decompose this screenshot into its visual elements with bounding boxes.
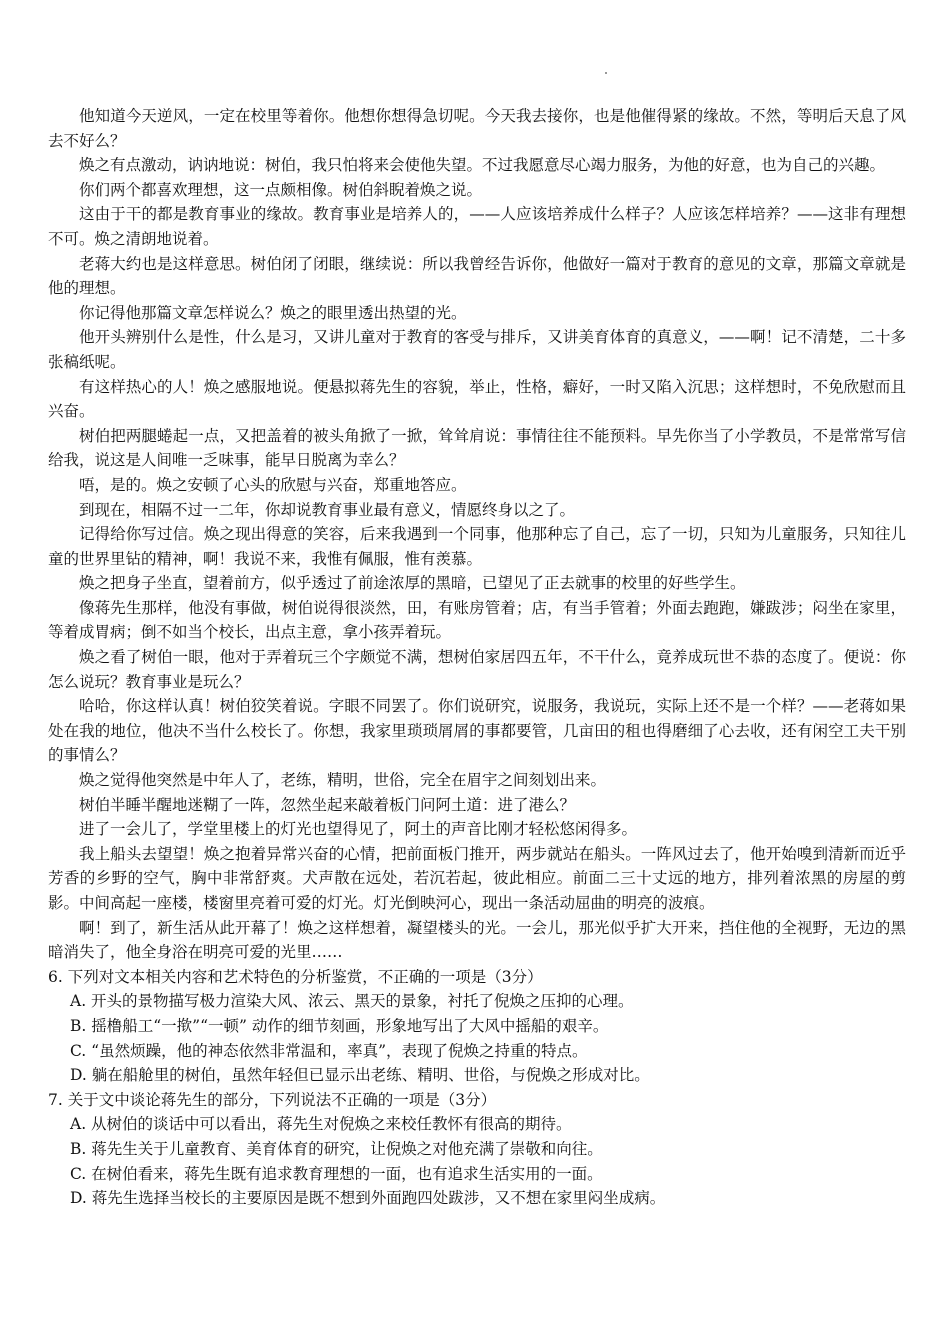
paragraph: 焕之有点激动，讷讷地说：树伯，我只怕将来会使他失望。不过我愿意尽心竭力服务，为他的好意，也为自己的兴趣。 bbox=[79, 156, 886, 175]
paragraph: 他知道今天逆风，一定在校里等着你。他想你想得急切呢。今天我去接你，也是他催得紧的缘故。不然，等明后天息了风去不好么？ bbox=[48, 107, 906, 150]
question-7 bbox=[48, 1088, 906, 1211]
option-c: C. 在树伯看来，蒋先生既有追求教育理想的一面，也有追求生活实用的一面。 bbox=[70, 1164, 603, 1183]
paragraph: 到现在，相隔不过一二年，你却说教育事业最有意义，情愿终身以之了。 bbox=[79, 500, 576, 519]
option-a: A. 开头的景物描写极力渲染大风、浓云、黑天的景象，衬托了倪焕之压抑的心理。 bbox=[70, 992, 634, 1011]
option-d: D. 躺在船舱里的树伯，虽然年轻但已显示出老练、精明、世俗，与倪焕之形成对比。 bbox=[70, 1066, 650, 1085]
paragraph: 这由于干的都是教育事业的缘故。教育事业是培养人的，——人应该培养成什么样子？人应该怎样培养？——这非有理想不可。焕之清朗地说着。 bbox=[48, 205, 906, 248]
paragraph: 进了一会儿了，学堂里楼上的灯光也望得见了，阿土的声音比刚才轻松悠闲得多。 bbox=[79, 820, 638, 839]
paragraph: 他开头辨别什么是性，什么是习，又讲儿童对于教育的客受与排斥，又讲美育体育的真意义，——啊！记不清楚，二十多张稿纸呢。 bbox=[48, 328, 906, 371]
question-stem: 7. 关于文中谈论蒋先生的部分，下列说法不正确的一项是（3分） bbox=[48, 1090, 497, 1109]
option-d: D. 蒋先生选择当校长的主要原因是既不想到外面跑四处跋涉，又不想在家里闷坐成病。 bbox=[70, 1189, 666, 1208]
paragraph: 记得给你写过信。焕之现出得意的笑容，后来我遇到一个同事，他那种忘了自己，忘了一切，只知为儿童服务，只知往儿童的世界里钻的精神，啊！我说不来，我惟有佩服，惟有羡慕。 bbox=[48, 525, 906, 568]
paragraph: 唔，是的。焕之安顿了心头的欣慰与兴奋，郑重地答应。 bbox=[79, 475, 467, 494]
question-stem: 6. 下列对文本相关内容和艺术特色的分析鉴赏，不正确的一项是（3分） bbox=[48, 967, 543, 986]
paragraph: 树伯半睡半醒地迷糊了一阵，忽然坐起来敲着板门问阿土道：进了港么？ bbox=[79, 795, 576, 814]
paragraph: 你们两个都喜欢理想，这一点颇相像。树伯斜睨着焕之说。 bbox=[79, 180, 483, 199]
page-mark bbox=[605, 72, 607, 74]
paragraph: 像蒋先生那样，他没有事做，树伯说得很淡然，田，有账房管着；店，有当手管着；外面去跑跑，嫌跋涉；闷坐在家里，等着成胃病；倒不如当个校长，出点主意，拿小孩弄着玩。 bbox=[48, 598, 906, 642]
paragraph: 你记得他那篇文章怎样说么？焕之的眼里透出热望的光。 bbox=[79, 303, 467, 322]
paragraph: 焕之看了树伯一眼，他对于弄着玩三个字颇觉不满，想树伯家居四五年，不干什么，竟养成玩世不恭的态度了。便说：你怎么说玩？教育事业是玩么？ bbox=[48, 648, 906, 691]
paragraph: 老蒋大约也是这样意思。树伯闭了闭眼，继续说：所以我曾经告诉你，他做好一篇对于教育的意见的文章，那篇文章就是他的理想。 bbox=[48, 254, 906, 298]
question-6 bbox=[48, 965, 906, 1088]
option-b: B. 摇橹船工“一揿”“一顿” 动作的细节刻画，形象地写出了大风中摇船的艰辛。 bbox=[70, 1016, 609, 1035]
paragraph: 哈哈，你这样认真！树伯狡笑着说。字眼不同罢了。你们说研究，说服务，我说玩，实际上还不是一个样？——老蒋如果处在我的地位，他决不当什么校长了。你想，我家里琐琐屑屑的事都要管，几亩田的租也得磨细了心去收，还有闲空工夫干别的事情么？ bbox=[48, 697, 906, 765]
paragraph: 焕之觉得他突然是中年人了，老练，精明，世俗，完全在眉宇之间刻划出来。 bbox=[79, 771, 607, 790]
option-c: C. “虽然烦躁，他的神态依然非常温和，率真”，表现了倪焕之持重的特点。 bbox=[70, 1041, 588, 1060]
paragraph: 有这样热心的人！焕之感服地说。便悬拟蒋先生的容貌，举止，性格，癖好，一时又陷入沉思；这样想时，不免欣慰而且兴奋。 bbox=[48, 377, 906, 421]
paragraph: 我上船头去望望！焕之抱着异常兴奋的心情，把前面板门推开，两步就站在船头。一阵风过去了，他开始嗅到清新而近乎芳香的乡野的空气，胸中非常舒爽。犬声散在远处，若沉若起，彼此相应。前面二三十丈远的地方，排列着浓黑的房屋的剪影。中间高起一座楼，楼窗里亮着可爱的灯光。灯光倒映河心，现出一条活动屈曲的明亮的波痕。 bbox=[48, 844, 906, 912]
passage-text bbox=[48, 104, 906, 1211]
paragraph: 树伯把两腿蜷起一点，又把盖着的被头角掀了一掀，耸耸肩说：事情往往不能预料。早先你当了小学教员，不是常常写信给我，说这是人间唯一乏味事，能早日脱离为幸么？ bbox=[48, 426, 906, 470]
paragraph: 啊！到了，新生活从此开幕了！焕之这样想着，凝望楼头的光。一会儿，那光似乎扩大开来，挡住他的全视野，无边的黑暗消失了，他全身浴在明亮可爱的光里…… bbox=[48, 918, 906, 962]
option-b: B. 蒋先生关于儿童教育、美育体育的研究，让倪焕之对他充满了崇敬和向往。 bbox=[70, 1139, 603, 1158]
option-a: A. 从树伯的谈话中可以看出，蒋先生对倪焕之来校任教怀有很高的期待。 bbox=[70, 1115, 572, 1134]
paragraph: 焕之把身子坐直，望着前方，似乎透过了前途浓厚的黑暗，已望见了正去就事的校里的好些学生。 bbox=[79, 574, 746, 593]
